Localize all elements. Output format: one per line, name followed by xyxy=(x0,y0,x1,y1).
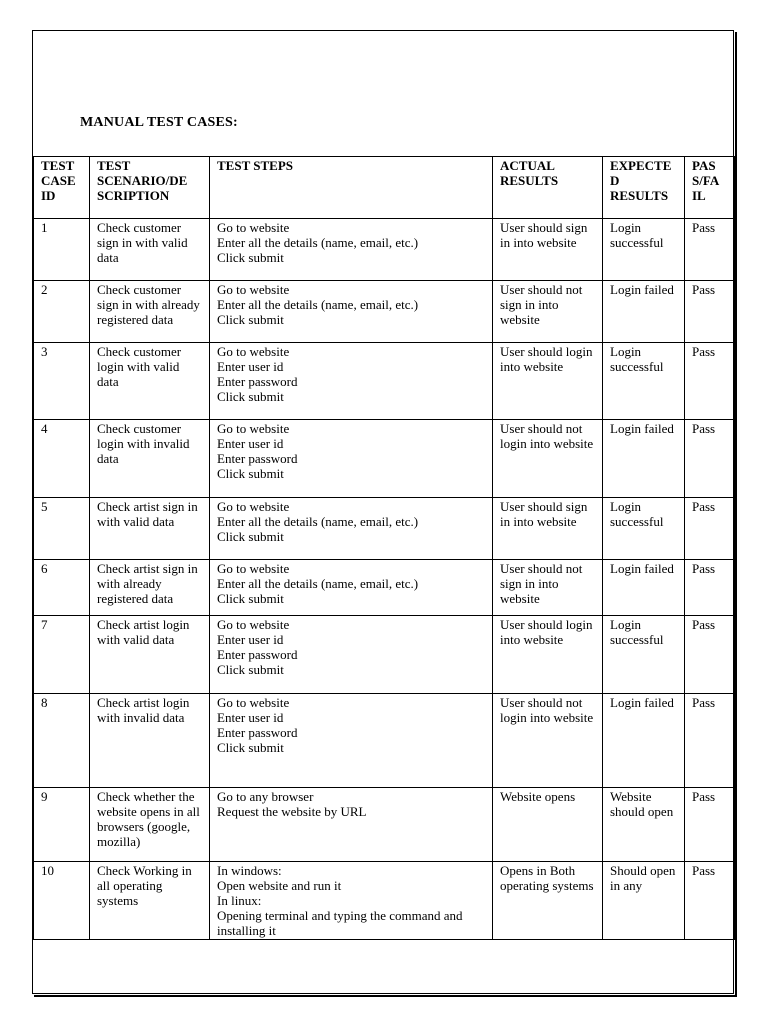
test-step: Go to website xyxy=(217,421,290,436)
actual-result: Website opens xyxy=(493,788,603,862)
test-scenario: Check artist sign in with already registered data xyxy=(90,560,210,616)
test-case-id: 5 xyxy=(34,498,90,560)
test-step: Click submit xyxy=(217,662,284,677)
test-case-id: 3 xyxy=(34,343,90,420)
test-step: Enter all the details (name, email, etc.) xyxy=(217,235,419,250)
expected-result: Login successful xyxy=(603,219,685,281)
pass-fail-status: Pass xyxy=(685,498,735,560)
test-step: Enter password xyxy=(217,451,298,466)
test-case-id: 9 xyxy=(34,788,90,862)
pass-fail-status: Pass xyxy=(685,343,735,420)
actual-result: Opens in Both operating systems xyxy=(493,862,603,940)
test-case-id: 4 xyxy=(34,420,90,498)
test-case-id: 6 xyxy=(34,560,90,616)
test-step: Go to website xyxy=(217,561,290,576)
pass-fail-status: Pass xyxy=(685,862,735,940)
pass-fail-status: Pass xyxy=(685,616,735,694)
test-steps xyxy=(210,862,493,940)
test-step: Request the website by URL xyxy=(217,804,367,819)
test-scenario: Check Working in all operating systems xyxy=(90,862,210,940)
test-steps xyxy=(210,560,493,616)
test-steps xyxy=(210,694,493,788)
table-row xyxy=(34,694,735,788)
header-test-scenario: TEST SCENARIO/DE SCRIPTION xyxy=(90,157,210,219)
test-step: Click submit xyxy=(217,389,284,404)
test-step: Enter password xyxy=(217,647,298,662)
test-step: Enter user id xyxy=(217,632,284,647)
expected-result: Login successful xyxy=(603,616,685,694)
test-steps xyxy=(210,281,493,343)
test-step: Enter user id xyxy=(217,359,284,374)
test-step: Enter password xyxy=(217,374,298,389)
test-step: Click submit xyxy=(217,591,284,606)
header-expected-results: EXPECTE D RESULTS xyxy=(603,157,685,219)
test-step: Click submit xyxy=(217,529,284,544)
test-step: Go to website xyxy=(217,499,290,514)
test-steps xyxy=(210,616,493,694)
header-actual-results: ACTUAL RESULTS xyxy=(493,157,603,219)
pass-fail-status: Pass xyxy=(685,560,735,616)
test-step: In windows: xyxy=(217,863,282,878)
table-row xyxy=(34,420,735,498)
expected-result: Login failed xyxy=(603,420,685,498)
actual-result: User should sign in into website xyxy=(493,498,603,560)
page-border-right xyxy=(735,32,737,996)
table-row xyxy=(34,219,735,281)
test-case-id: 1 xyxy=(34,219,90,281)
test-step: In linux: xyxy=(217,893,262,908)
test-steps xyxy=(210,343,493,420)
test-case-id: 7 xyxy=(34,616,90,694)
test-step: Enter all the details (name, email, etc.) xyxy=(217,576,419,591)
table-row xyxy=(34,560,735,616)
expected-result: Should open in any xyxy=(603,862,685,940)
actual-result: User should sign in into website xyxy=(493,219,603,281)
expected-result: Login successful xyxy=(603,498,685,560)
test-step: Enter all the details (name, email, etc.) xyxy=(217,514,419,529)
test-step: Open website and run it xyxy=(217,878,342,893)
table-row xyxy=(34,281,735,343)
table-header-row xyxy=(34,157,735,219)
pass-fail-status: Pass xyxy=(685,694,735,788)
table-row xyxy=(34,788,735,862)
pass-fail-status: Pass xyxy=(685,420,735,498)
test-case-id: 10 xyxy=(34,862,90,940)
actual-result: User should login into website xyxy=(493,616,603,694)
test-steps xyxy=(210,219,493,281)
header-test-steps: TEST STEPS xyxy=(210,157,493,219)
test-case-id: 2 xyxy=(34,281,90,343)
test-step: Enter user id xyxy=(217,436,284,451)
expected-result: Login failed xyxy=(603,281,685,343)
test-scenario: Check customer sign in with valid data xyxy=(90,219,210,281)
actual-result: User should login into website xyxy=(493,343,603,420)
test-scenario: Check customer sign in with already registered data xyxy=(90,281,210,343)
test-scenario: Check artist login with valid data xyxy=(90,616,210,694)
table-row xyxy=(34,862,735,940)
test-steps xyxy=(210,420,493,498)
test-scenario: Check customer login with invalid data xyxy=(90,420,210,498)
actual-result: User should not sign in into website xyxy=(493,560,603,616)
test-step: Enter password xyxy=(217,725,298,740)
test-steps xyxy=(210,498,493,560)
test-scenario: Check whether the website opens in all browsers (google, mozilla) xyxy=(90,788,210,862)
actual-result: User should not sign in into website xyxy=(493,281,603,343)
test-step: Enter all the details (name, email, etc.) xyxy=(217,297,419,312)
expected-result: Login failed xyxy=(603,560,685,616)
test-cases-table xyxy=(33,156,735,940)
test-step: Enter user id xyxy=(217,710,284,725)
pass-fail-status: Pass xyxy=(685,281,735,343)
expected-result: Login successful xyxy=(603,343,685,420)
test-case-id: 8 xyxy=(34,694,90,788)
header-pass-fail: PAS S/FA IL xyxy=(685,157,735,219)
test-step: Opening terminal and typing the command and installing it xyxy=(217,908,463,938)
test-step: Click submit xyxy=(217,740,284,755)
test-steps xyxy=(210,788,493,862)
test-step: Click submit xyxy=(217,466,284,481)
header-test-case-id: TEST CASE ID xyxy=(34,157,90,219)
test-step: Go to website xyxy=(217,695,290,710)
actual-result: User should not login into website xyxy=(493,694,603,788)
test-scenario: Check artist login with invalid data xyxy=(90,694,210,788)
page-border-bottom xyxy=(34,995,737,997)
test-step: Go to any browser xyxy=(217,789,314,804)
pass-fail-status: Pass xyxy=(685,788,735,862)
test-step: Go to website xyxy=(217,282,290,297)
actual-result: User should not login into website xyxy=(493,420,603,498)
table-row xyxy=(34,343,735,420)
test-scenario: Check customer login with valid data xyxy=(90,343,210,420)
test-step: Go to website xyxy=(217,617,290,632)
expected-result: Website should open xyxy=(603,788,685,862)
test-step: Go to website xyxy=(217,220,290,235)
page-heading: MANUAL TEST CASES: xyxy=(80,115,238,130)
table-row xyxy=(34,498,735,560)
test-step: Click submit xyxy=(217,312,284,327)
test-step: Go to website xyxy=(217,344,290,359)
test-scenario: Check artist sign in with valid data xyxy=(90,498,210,560)
test-step: Click submit xyxy=(217,250,284,265)
table-row xyxy=(34,616,735,694)
expected-result: Login failed xyxy=(603,694,685,788)
pass-fail-status: Pass xyxy=(685,219,735,281)
